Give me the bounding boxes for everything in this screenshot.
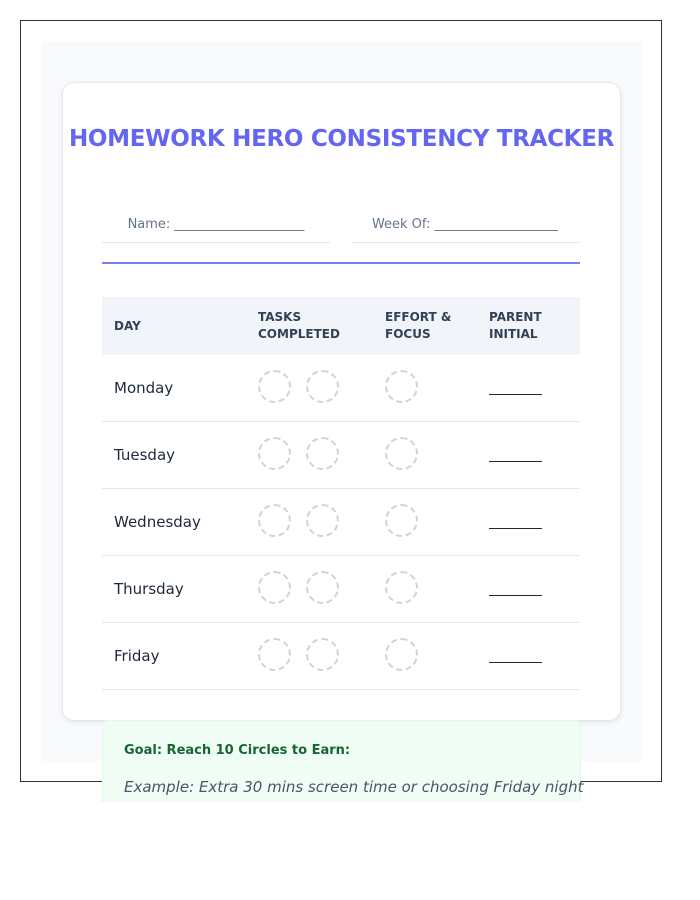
day-label: Monday — [114, 379, 174, 397]
header-divider — [102, 262, 580, 264]
parent-initial-line[interactable] — [489, 461, 542, 462]
task-circle[interactable] — [258, 571, 291, 604]
name-field[interactable]: Name: ____________________ — [102, 212, 330, 243]
effort-circle[interactable] — [385, 571, 418, 604]
header-tasks-completed: TASKS COMPLETED — [258, 310, 340, 341]
task-circle[interactable] — [258, 370, 291, 403]
effort-circle[interactable] — [385, 638, 418, 671]
table-row — [102, 489, 580, 556]
task-circle[interactable] — [306, 437, 339, 470]
table-row — [102, 355, 580, 422]
header-parent-initial: PARENT INITIAL — [489, 310, 542, 341]
task-circle[interactable] — [306, 571, 339, 604]
effort-circle[interactable] — [385, 437, 418, 470]
parent-initial-line[interactable] — [489, 528, 542, 529]
parent-initial-line[interactable] — [489, 662, 542, 663]
header-day: DAY — [114, 319, 141, 333]
day-label: Tuesday — [114, 446, 176, 464]
goal-title: Goal: Reach 10 Circles to Earn: — [124, 743, 351, 758]
goal-box — [102, 720, 584, 812]
task-circle[interactable] — [306, 638, 339, 671]
goal-example: Example: Extra 30 mins screen time or choosing Friday night — [124, 778, 584, 796]
task-circle[interactable] — [258, 437, 291, 470]
page-title: HOMEWORK HERO CONSISTENCY TRACKER — [68, 126, 615, 152]
effort-circle[interactable] — [385, 504, 418, 537]
parent-initial-line[interactable] — [489, 595, 542, 596]
task-circle[interactable] — [258, 504, 291, 537]
table-header — [102, 297, 580, 355]
week-of-field[interactable]: Week Of: ___________________ — [351, 212, 579, 243]
table-row — [102, 623, 580, 690]
task-circle[interactable] — [306, 504, 339, 537]
task-circle[interactable] — [306, 370, 339, 403]
table-row — [102, 422, 580, 489]
header-effort-focus: EFFORT & FOCUS — [385, 310, 452, 341]
day-label: Wednesday — [114, 513, 201, 531]
task-circle[interactable] — [258, 638, 291, 671]
day-label: Friday — [114, 647, 160, 665]
day-label: Thursday — [114, 580, 184, 598]
page-bottom-margin — [0, 802, 700, 900]
parent-initial-line[interactable] — [489, 394, 542, 395]
table-row — [102, 556, 580, 623]
effort-circle[interactable] — [385, 370, 418, 403]
